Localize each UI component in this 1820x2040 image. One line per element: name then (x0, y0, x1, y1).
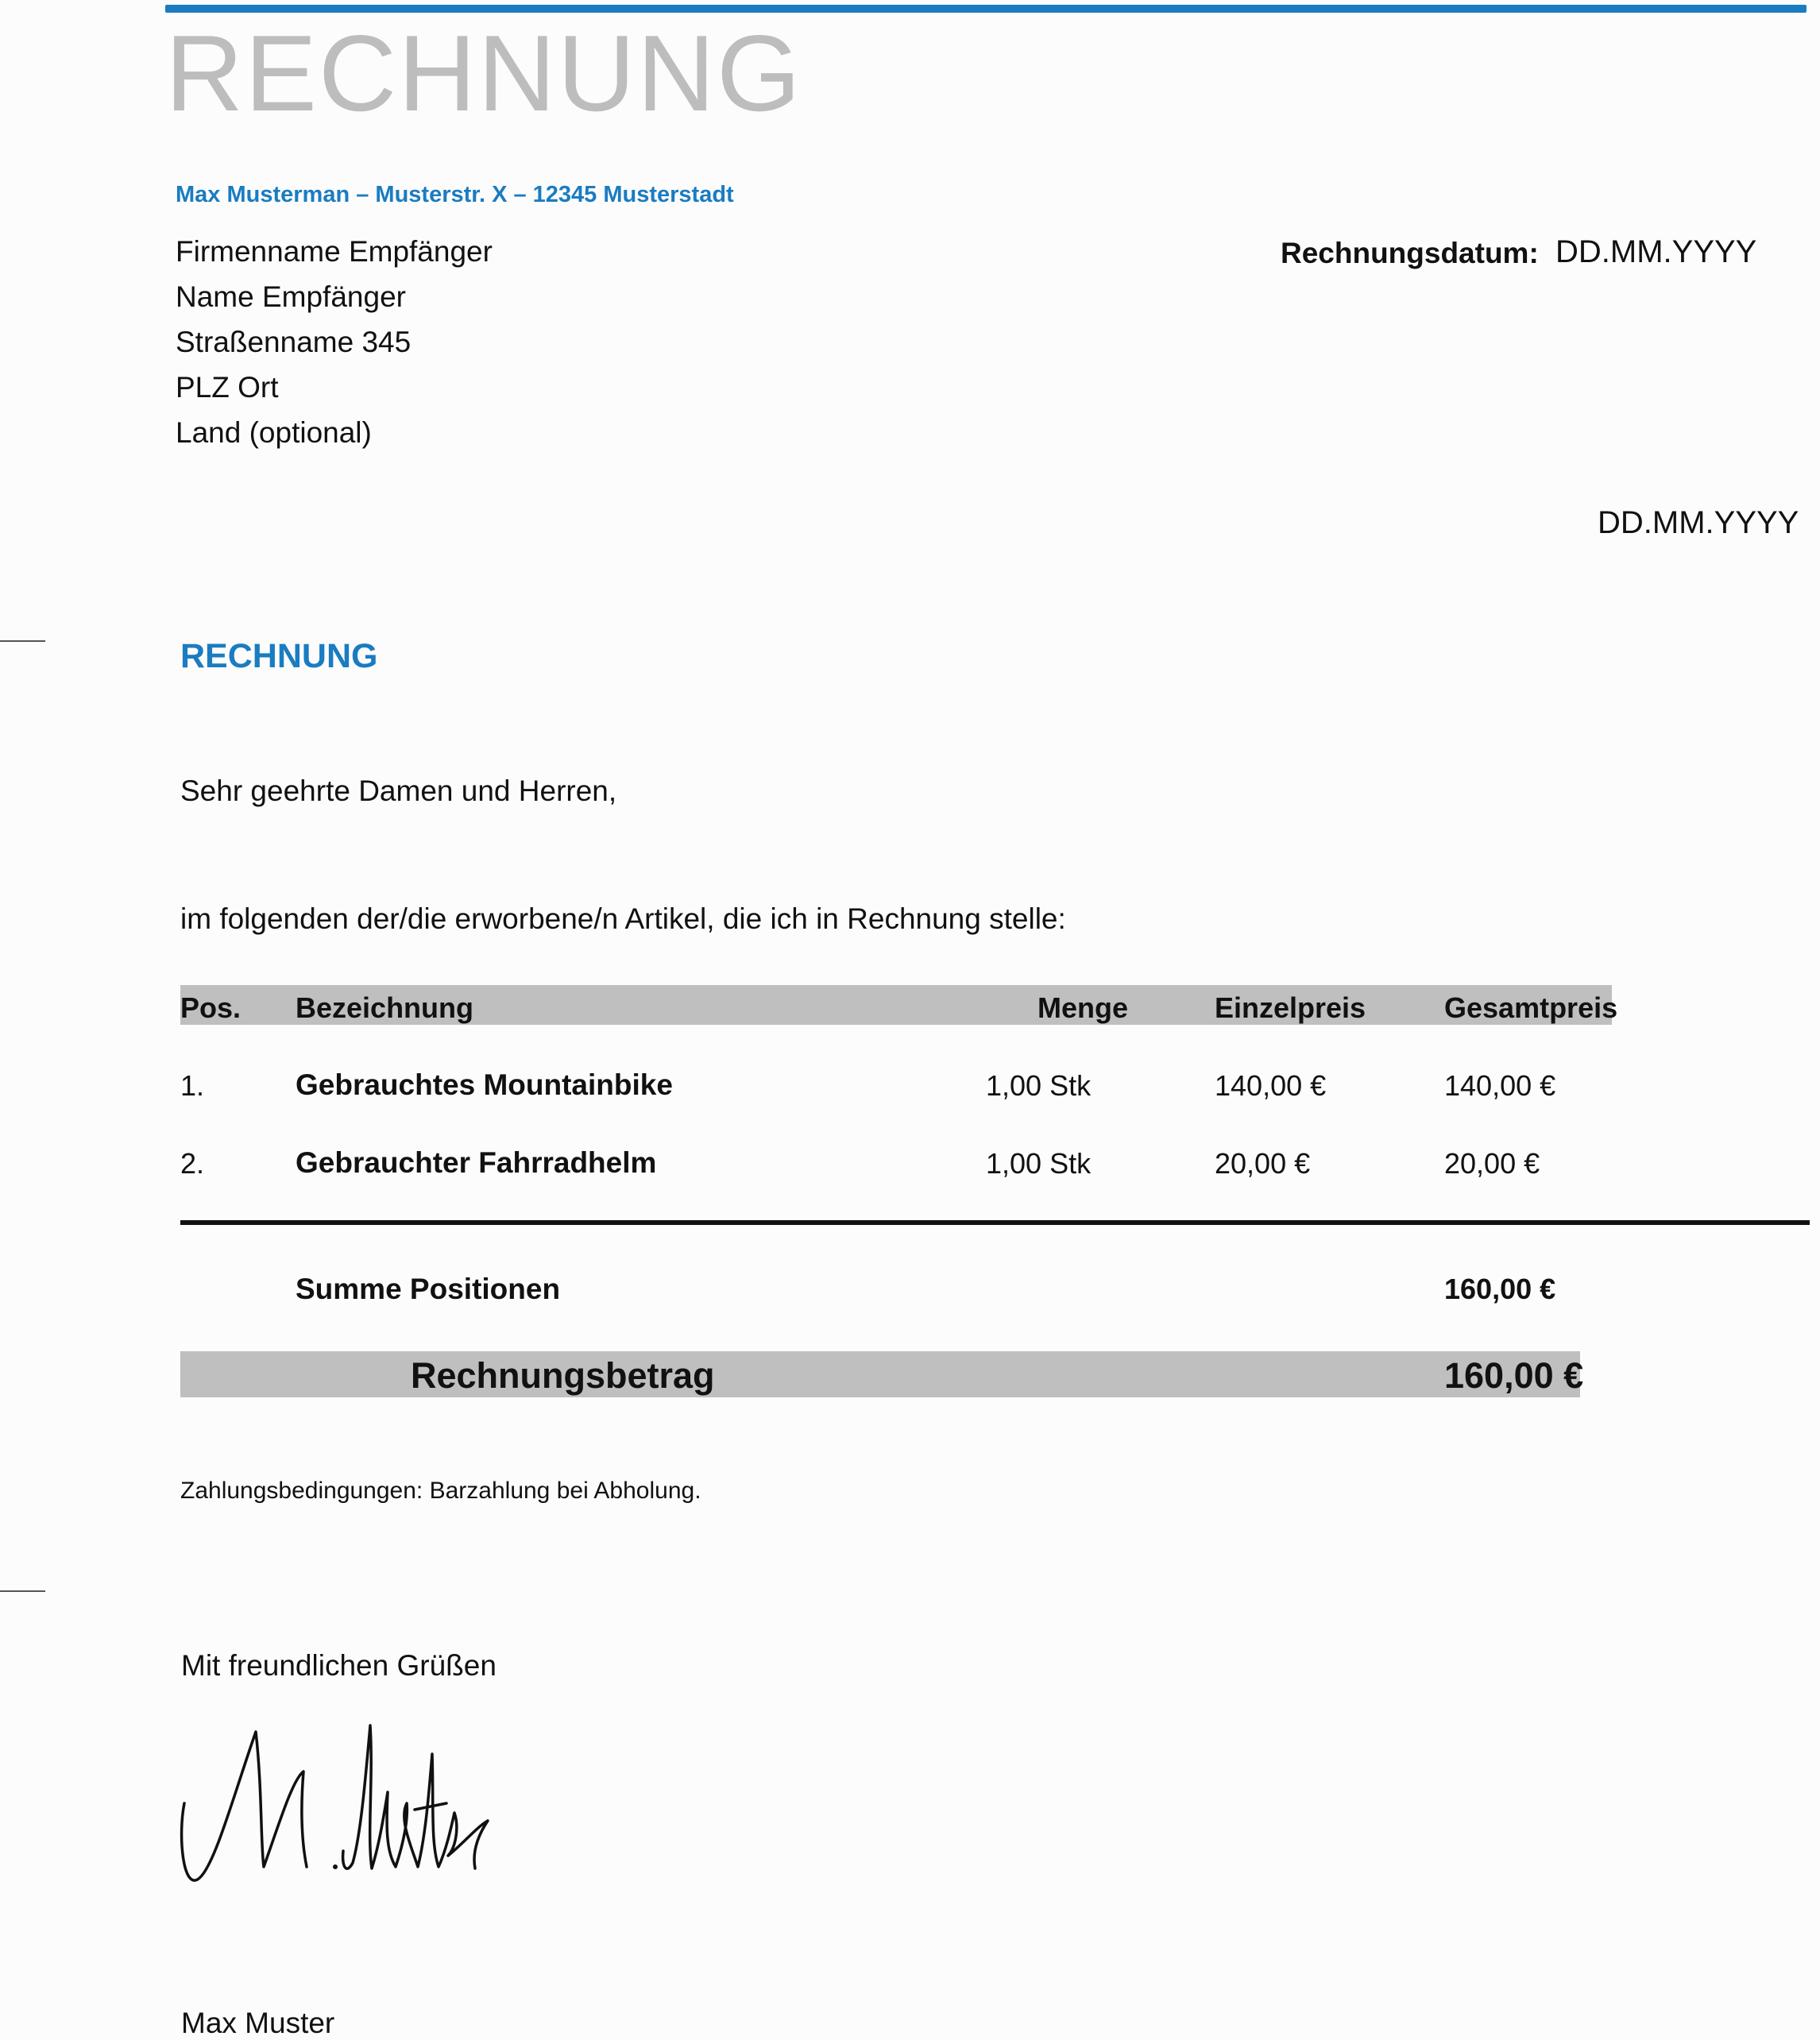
invoice-total-label: Rechnungsbetrag (411, 1355, 715, 1396)
row-description: Gebrauchter Fahrradhelm (296, 1146, 657, 1179)
recipient-country: Land (optional) (176, 416, 372, 449)
signature-image (176, 1716, 502, 1891)
sum-positions-value: 160,00 € (1444, 1273, 1556, 1305)
recipient-company: Firmenname Empfänger (176, 235, 493, 268)
recipient-name: Name Empfänger (176, 280, 406, 313)
row-unit-price: 140,00 € (1215, 1069, 1327, 1102)
row-total-price: 20,00 € (1444, 1147, 1540, 1180)
total-band (180, 1351, 1580, 1397)
col-header-total-price: Gesamtpreis (1444, 991, 1618, 1024)
invoice-total-value: 160,00 € (1444, 1355, 1584, 1396)
row-unit-price: 20,00 € (1215, 1147, 1311, 1180)
col-header-unit-price: Einzelpreis (1215, 991, 1366, 1024)
payment-terms: Zahlungsbedingungen: Barzahlung bei Abholung. (180, 1478, 701, 1504)
invoice-date-value: DD.MM.YYYY (1555, 234, 1757, 269)
row-total-price: 140,00 € (1444, 1069, 1556, 1102)
letter-date: DD.MM.YYYY (1598, 505, 1799, 540)
invoice-date-label: Rechnungsdatum: (1281, 237, 1539, 269)
col-header-pos: Pos. (180, 991, 242, 1024)
intro-text: im folgenden der/die erworbene/n Artikel, die ich in Rechnung stelle: (180, 902, 1066, 935)
document-title: RECHNUNG (165, 13, 802, 133)
fold-mark (0, 1590, 45, 1592)
col-header-quantity: Menge (1038, 991, 1129, 1024)
recipient-street: Straßenname 345 (176, 326, 412, 358)
row-quantity: 1,00 Stk (986, 1147, 1092, 1180)
recipient-city: PLZ Ort (176, 371, 279, 404)
sender-address-line: Max Musterman – Musterstr. X – 12345 Musterstadt (176, 182, 734, 207)
fold-mark (0, 640, 45, 642)
row-quantity: 1,00 Stk (986, 1069, 1092, 1102)
row-description: Gebrauchtes Mountainbike (296, 1068, 673, 1101)
table-divider (180, 1220, 1810, 1225)
row-pos: 2. (180, 1147, 205, 1180)
signer-name: Max Muster (181, 2007, 335, 2039)
row-pos: 1. (180, 1069, 205, 1102)
col-header-description: Bezeichnung (296, 991, 474, 1024)
sum-positions-label: Summe Positionen (296, 1273, 561, 1305)
salutation: Sehr geehrte Damen und Herren, (180, 775, 617, 807)
subject-heading: RECHNUNG (180, 637, 378, 675)
closing-phrase: Mit freundlichen Grüßen (181, 1649, 497, 1682)
header-rule (165, 5, 1806, 13)
